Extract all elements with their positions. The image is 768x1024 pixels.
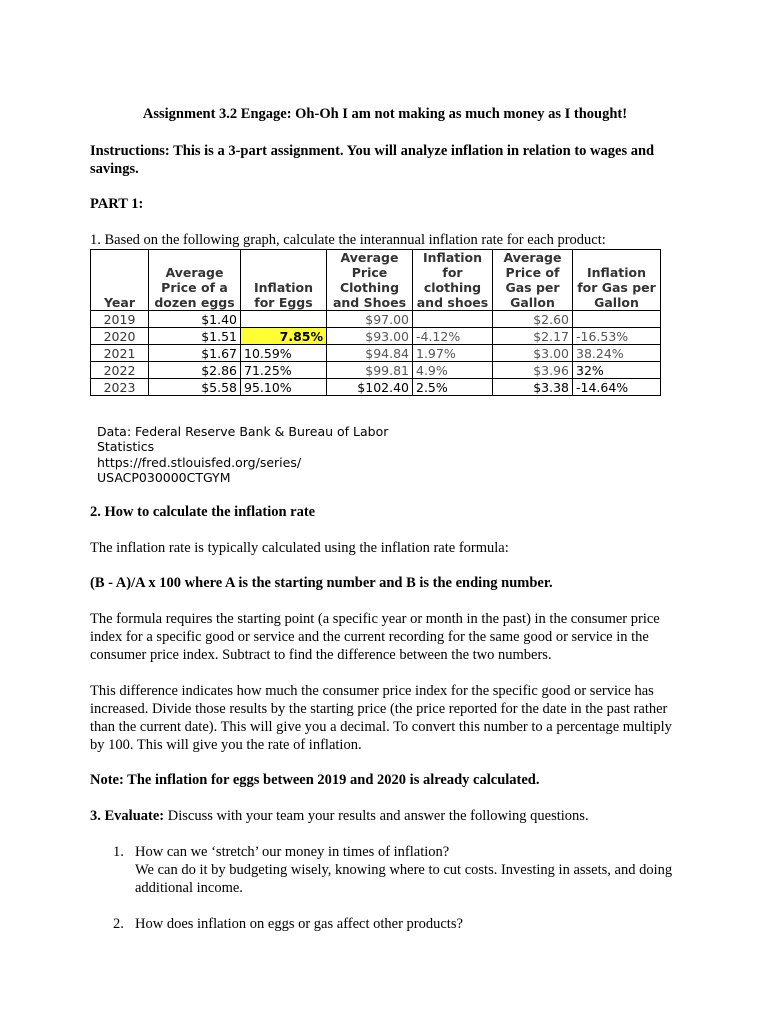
- egg-inflation-cell: 10.59%: [241, 345, 327, 362]
- question-text: How can we ‘stretch’ our money in times of inflation?: [135, 844, 450, 860]
- gas-inflation-cell: [573, 311, 661, 328]
- gas-inflation-cell: 38.24%: [573, 345, 661, 362]
- header-clothing-inflation: Inflation for clothing and shoes: [413, 250, 493, 311]
- evaluate-section: [90, 807, 680, 825]
- header-year: Year: [91, 250, 149, 311]
- clothing-inflation-cell: -4.12%: [413, 328, 493, 345]
- paragraph-1: The formula requires the starting point (a specific year or month in the past) in the consumer price index for a specific good or service and the current recording for the same good or service in the consumer price index. Subtract to find the difference between the two numbers.: [90, 611, 660, 663]
- table-row: [91, 379, 661, 396]
- note: Note: The inflation for eggs between 2019 and 2020 is already calculated.: [90, 772, 540, 788]
- egg-inflation-cell-highlighted: 7.85%: [241, 328, 327, 345]
- clothing-price-cell: $99.81: [327, 362, 413, 379]
- clothing-price-cell: $94.84: [327, 345, 413, 362]
- section2-heading: 2. How to calculate the inflation rate: [90, 504, 316, 520]
- paragraph-2: This difference indicates how much the consumer price index for the specific good or service has increased. Divide those results by the starting price (the price reported for the date in the past rather than the current date). This will give you a decimal. To convert this number to a percentage multiply by 100. This will give you the rate of inflation.: [90, 683, 672, 753]
- answer-text: We can do it by budgeting wisely, knowing where to cut costs. Investing in assets, and doing additional income.: [135, 862, 673, 896]
- clothing-inflation-cell: 4.9%: [413, 362, 493, 379]
- egg-price-cell: $2.86: [149, 362, 241, 379]
- header-egg-inflation: Inflation for Eggs: [241, 250, 327, 311]
- instructions: Instructions: This is a 3-part assignment. You will analyze inflation in relation to wages and savings.: [90, 143, 655, 177]
- clothing-price-cell: $102.40: [327, 379, 413, 396]
- gas-price-cell: $2.17: [493, 328, 573, 345]
- year-cell: 2022: [91, 362, 149, 379]
- clothing-price-cell: $97.00: [327, 311, 413, 328]
- source-url: https://fred.stlouisfed.org/series/: [97, 454, 302, 470]
- egg-inflation-cell: 95.10%: [241, 379, 327, 396]
- formula: (B - A)/A x 100 where A is the starting number and B is the ending number.: [90, 575, 553, 591]
- data-source: [97, 424, 417, 485]
- question-1: 1. Based on the following graph, calculate the interannual inflation rate for each product:: [90, 232, 606, 248]
- table-row: [91, 328, 661, 345]
- source-line: Data: Federal Reserve Bank & Bureau of Labor: [97, 424, 389, 439]
- egg-price-cell: $5.58: [149, 379, 241, 396]
- clothing-inflation-cell: [413, 311, 493, 328]
- egg-inflation-cell: [241, 311, 327, 328]
- questions-list: [90, 843, 680, 933]
- evaluate-text: Discuss with your team your results and answer the following questions.: [164, 808, 589, 824]
- table-row: [91, 362, 661, 379]
- gas-inflation-cell: -16.53%: [573, 328, 661, 345]
- clothing-inflation-cell: 2.5%: [413, 379, 493, 396]
- gas-price-cell: $3.00: [493, 345, 573, 362]
- header-egg-price: Average Price of a dozen eggs: [149, 250, 241, 311]
- table-header-row: [91, 250, 661, 311]
- table-row: [91, 345, 661, 362]
- year-cell: 2021: [91, 345, 149, 362]
- question-number: 2.: [113, 916, 124, 932]
- egg-inflation-cell: 71.25%: [241, 362, 327, 379]
- list-item: [90, 843, 680, 897]
- source-url: USACP030000CTGYM: [97, 469, 231, 485]
- clothing-inflation-cell: 1.97%: [413, 345, 493, 362]
- year-cell: 2023: [91, 379, 149, 396]
- year-cell: 2019: [91, 311, 149, 328]
- header-clothing-price: Average Price Clothing and Shoes: [327, 250, 413, 311]
- gas-price-cell: $2.60: [493, 311, 573, 328]
- inflation-table: [90, 249, 661, 396]
- gas-price-cell: $3.96: [493, 362, 573, 379]
- egg-price-cell: $1.67: [149, 345, 241, 362]
- section2-intro: The inflation rate is typically calculated using the inflation rate formula:: [90, 540, 509, 556]
- list-item: [90, 915, 680, 933]
- question-number: 1.: [113, 844, 124, 860]
- header-gas-inflation: Inflation for Gas per Gallon: [573, 250, 661, 311]
- gas-inflation-cell: 32%: [573, 362, 661, 379]
- gas-inflation-cell: -14.64%: [573, 379, 661, 396]
- gas-price-cell: $3.38: [493, 379, 573, 396]
- question-text: How does inflation on eggs or gas affect other products?: [135, 916, 463, 932]
- egg-price-cell: $1.40: [149, 311, 241, 328]
- header-gas-price: Average Price of Gas per Gallon: [493, 250, 573, 311]
- egg-price-cell: $1.51: [149, 328, 241, 345]
- evaluate-label: 3. Evaluate:: [90, 808, 165, 824]
- year-cell: 2020: [91, 328, 149, 345]
- assignment-title: Assignment 3.2 Engage: Oh-Oh I am not making as much money as I thought!: [142, 106, 628, 122]
- part1-heading: PART 1:: [90, 196, 144, 212]
- clothing-price-cell: $93.00: [327, 328, 413, 345]
- table-row: [91, 311, 661, 328]
- source-line: Statistics: [97, 439, 155, 455]
